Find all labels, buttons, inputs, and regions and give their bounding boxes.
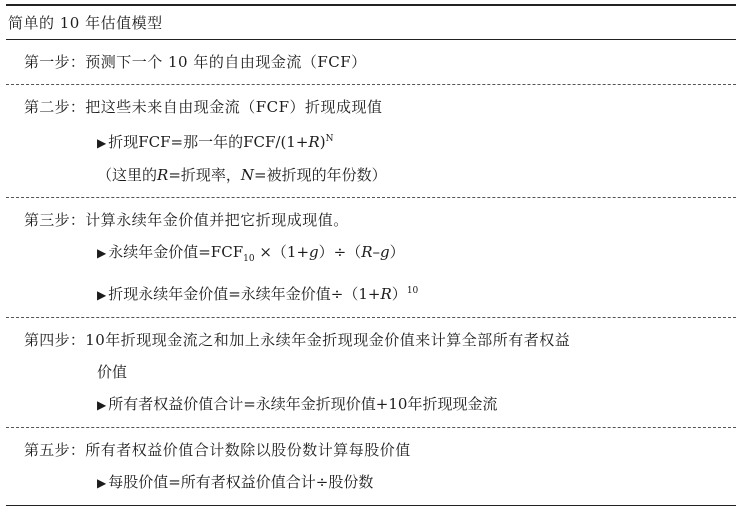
step-3-formula-1-g: g — [309, 243, 319, 261]
triangle-right-icon: ▶ — [97, 136, 107, 150]
step-3 — [6, 198, 736, 318]
step-4-text-cont: 价值 — [97, 363, 128, 381]
step-3-formula-2-pre: 折现永续年金价值=永续年金价值÷（1+ — [108, 285, 381, 303]
step-2-note — [24, 159, 736, 191]
step-3-formula-2-r: R — [380, 285, 392, 303]
step-2-formula-text: 折现FCF=那一年的FCF/(1+ — [108, 133, 309, 151]
valuation-steps-table — [6, 39, 736, 506]
step-3-formula-1-end: ） — [389, 243, 405, 261]
triangle-right-icon: ▶ — [97, 288, 107, 302]
step-2-formula — [24, 123, 736, 159]
step-4 — [6, 318, 736, 428]
step-2-formula-var: R — [308, 133, 320, 151]
step-5-formula — [24, 466, 736, 499]
step-2-formula-tail: ) — [319, 133, 326, 151]
step-4-formula-text: 所有者权益价值合计=永续年金折现价值+10年折现现金流 — [108, 395, 498, 413]
step-2 — [6, 85, 736, 198]
step-3-formula-1-g2: g — [380, 243, 390, 261]
table-title-text: 简单的 10 年估值模型 — [8, 14, 163, 32]
triangle-right-icon: ▶ — [97, 476, 107, 490]
step-4-label: 第四步： — [24, 331, 86, 349]
step-3-formula-1-mid: ×（1+ — [254, 243, 310, 261]
step-3-formula-1-div: ）÷（ — [318, 243, 362, 261]
step-5-text: 所有者权益价值合计数除以股份数计算每股价值 — [85, 441, 411, 459]
step-2-label: 第二步： — [24, 98, 86, 116]
step-2-note-n: N — [240, 166, 255, 184]
step-5 — [6, 428, 736, 505]
step-4-heading — [24, 324, 736, 356]
step-4-text: 10年折现现金流之和加上永续年金折现现金价值来计算全部所有者权益 — [85, 331, 571, 349]
step-3-formula-2 — [24, 275, 736, 311]
step-2-note-mid: =折现率， — [168, 166, 241, 184]
step-1-text: 预测下一个 10 年的自由现金流（FCF） — [85, 53, 367, 71]
step-2-note-pre: （这里的 — [97, 166, 158, 184]
step-1-heading — [24, 46, 736, 78]
step-5-heading — [24, 434, 736, 466]
step-3-formula-2-exponent: 10 — [406, 286, 419, 296]
step-5-formula-text: 每股价值=所有者权益价值合计÷股份数 — [108, 473, 374, 491]
step-3-formula-1 — [24, 236, 736, 275]
step-4-text-continued — [24, 356, 736, 388]
step-1-label: 第一步： — [24, 53, 86, 71]
table-title — [6, 4, 736, 39]
step-2-heading — [24, 91, 736, 123]
step-1 — [6, 40, 736, 85]
step-2-formula-exponent: N — [325, 134, 334, 144]
step-2-text: 把这些未来自由现金流（FCF）折现成现值 — [85, 98, 383, 116]
step-3-formula-1-subscript: 10 — [243, 254, 255, 264]
step-3-text: 计算永续年金价值并把它折现成现值。 — [85, 211, 349, 229]
step-4-formula — [24, 388, 736, 421]
page — [0, 4, 750, 491]
step-2-note-r: R — [157, 166, 169, 184]
step-3-label: 第三步： — [24, 211, 86, 229]
step-2-note-post: =被折现的年份数） — [254, 166, 387, 184]
step-3-formula-1-pre: 永续年金价值=FCF — [108, 243, 244, 261]
step-3-formula-2-end: ） — [391, 285, 407, 303]
triangle-right-icon: ▶ — [97, 398, 107, 412]
step-3-heading — [24, 204, 736, 236]
triangle-right-icon: ▶ — [97, 246, 107, 260]
step-3-formula-1-minus: – — [372, 243, 380, 261]
step-5-label: 第五步： — [24, 441, 86, 459]
step-3-formula-1-r: R — [361, 243, 373, 261]
